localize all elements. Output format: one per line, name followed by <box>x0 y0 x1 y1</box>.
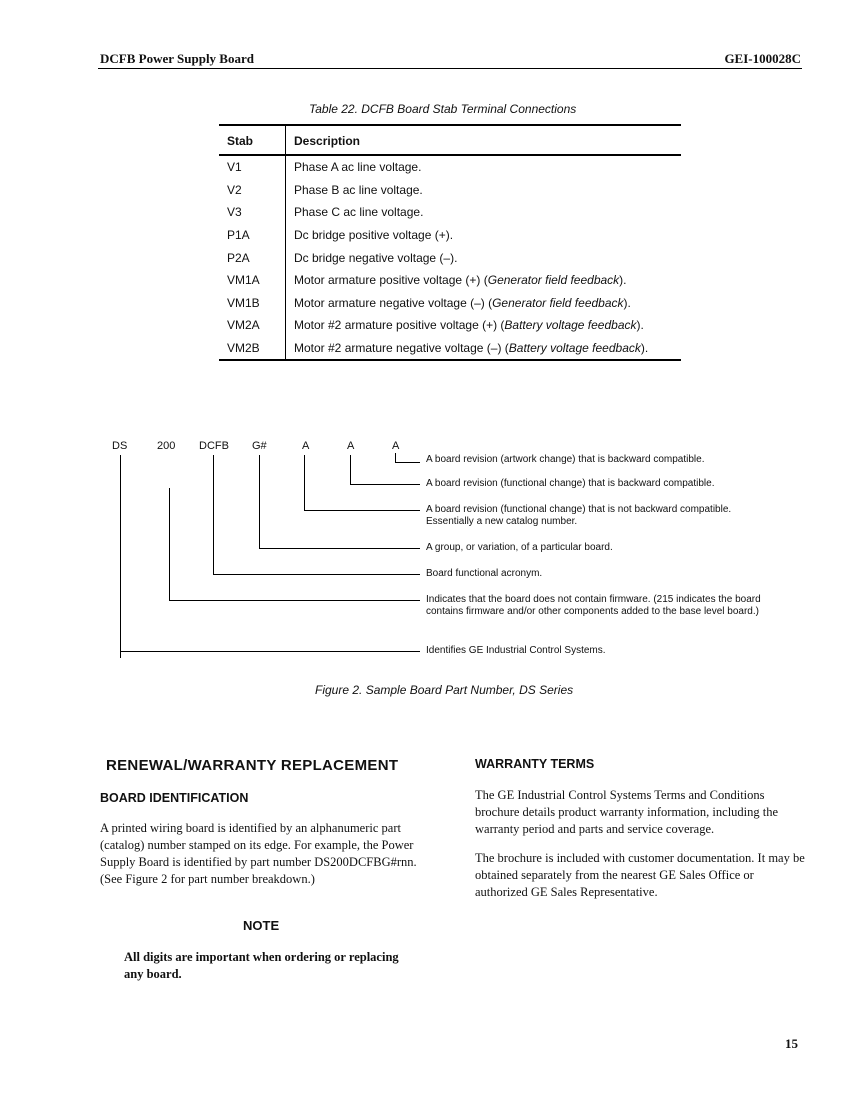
table-row <box>219 201 681 224</box>
leader-line <box>169 600 420 601</box>
stab-cell: VM2B <box>219 337 286 361</box>
code-rev-functional-compatible: A <box>347 440 355 452</box>
description-text: Dc bridge positive voltage (+). <box>294 228 454 243</box>
table-row <box>219 337 681 361</box>
leader-line <box>350 484 420 485</box>
note-title: NOTE <box>243 918 280 933</box>
description-cell <box>286 201 682 224</box>
warranty-terms-title: WARRANTY TERMS <box>475 757 595 771</box>
code-rev-functional-incompatible: A <box>302 440 310 452</box>
stab-cell: P2A <box>219 246 286 269</box>
leader-line <box>304 455 305 510</box>
leader-line <box>259 455 260 548</box>
figure-caption: Figure 2. Sample Board Part Number, DS Series <box>315 683 574 697</box>
desc-ge-ics: Identifies GE Industrial Control Systems. <box>426 645 606 656</box>
description-cell <box>286 155 682 179</box>
description-cell <box>286 179 682 202</box>
desc-artwork-revision: A board revision (artwork change) that is backward compatible. <box>426 454 705 465</box>
code-rev-artwork: A <box>392 440 400 452</box>
code-group: G# <box>252 440 267 452</box>
document-number: GEI-100028C <box>724 51 801 66</box>
description-note: Generator field feedback <box>487 273 620 288</box>
column-header-stab: Stab <box>219 125 286 155</box>
code-ds: DS <box>112 440 128 452</box>
desc-acronym: Board functional acronym. <box>426 568 543 579</box>
board-identification-paragraph: A printed wiring board is identified by an alphanumeric part (catalog) number stamped on its edge. For example, the Power Supply Board is identified by part number DS200DCFBG#rnn. (See Figure 2 for part number breakdown.) <box>100 821 417 886</box>
description-text: Dc bridge negative voltage (–). <box>294 250 458 265</box>
desc-functional-compatible: A board revision (functional change) that is backward compatible. <box>426 478 715 489</box>
leader-line <box>395 462 420 463</box>
header-title: DCFB Power Supply Board <box>100 51 254 66</box>
description-text: Motor #2 armature negative voltage (–) ( <box>294 341 509 356</box>
description-cell <box>286 224 682 247</box>
desc-group: A group, or variation, of a particular board. <box>426 542 613 553</box>
leader-line <box>304 510 420 511</box>
description-text: Phase A ac line voltage. <box>294 160 422 175</box>
code-200: 200 <box>157 440 176 452</box>
table-row <box>219 269 681 292</box>
column-header-description: Description <box>286 125 682 155</box>
table-caption: Table 22. DCFB Board Stab Terminal Connections <box>309 102 577 116</box>
leader-line <box>120 455 121 658</box>
subsection-title: BOARD IDENTIFICATION <box>100 791 249 805</box>
table-row <box>219 314 681 337</box>
description-text: Motor armature negative voltage (–) ( <box>294 295 493 310</box>
table-row <box>219 292 681 315</box>
leader-line <box>259 548 420 549</box>
page-number: 15 <box>785 1036 798 1051</box>
note-text: All digits are important when ordering or replacing any board. <box>124 950 399 981</box>
description-cell <box>286 246 682 269</box>
stab-cell: VM1B <box>219 292 286 315</box>
description-cell: Motor #2 armature positive voltage (+) (Battery voltage feedback). <box>294 318 644 333</box>
stab-cell: V1 <box>219 155 286 179</box>
description-note: Generator field feedback <box>492 295 624 310</box>
description-text: Phase B ac line voltage. <box>294 182 423 197</box>
code-dcfb: DCFB <box>199 440 229 452</box>
leader-line <box>169 488 170 600</box>
desc-firmware: Indicates that the board does not contain firmware. (215 indicates the board contains firmware and/or other components added to the base level board.) <box>426 594 761 617</box>
description-note: Battery voltage feedback <box>508 341 641 356</box>
warranty-paragraph-1: The GE Industrial Control Systems Terms and Conditions brochure details product warranty information, including the warranty period and parts and service coverage. <box>475 788 779 836</box>
stab-cell: P1A <box>219 224 286 247</box>
description-cell: Motor #2 armature negative voltage (–) (Battery voltage feedback). <box>286 337 682 361</box>
table-header-row <box>219 125 681 155</box>
stab-terminal-table <box>219 124 681 361</box>
desc-functional-incompatible: A board revision (functional change) that is not backward compatible. Essentially a new catalog number. <box>426 504 732 527</box>
stab-cell: V2 <box>219 179 286 202</box>
leader-line <box>350 455 351 484</box>
header-rule <box>98 68 802 69</box>
description-text: Motor #2 armature positive voltage (+) ( <box>294 318 505 333</box>
description-text: Phase C ac line voltage. <box>294 205 424 220</box>
section-title: RENEWAL/WARRANTY REPLACEMENT <box>106 757 399 774</box>
warranty-paragraph-2: The brochure is included with customer documentation. It may be obtained separately from the nearest GE Sales Office or authorized GE Sales Representative. <box>475 851 805 899</box>
table-row <box>219 155 681 179</box>
description-text: Motor armature positive voltage (+) ( <box>294 273 488 288</box>
description-note: Battery voltage feedback <box>504 318 637 333</box>
stab-cell: V3 <box>219 201 286 224</box>
leader-line <box>213 455 214 574</box>
stab-cell: VM1A <box>219 269 286 292</box>
description-cell: Motor armature positive voltage (+) (Generator field feedback). <box>294 273 627 288</box>
leader-line <box>120 651 420 652</box>
leader-line <box>213 574 420 575</box>
table-row <box>219 246 681 269</box>
table-row <box>219 179 681 202</box>
leader-line <box>395 453 396 462</box>
table-row <box>219 224 681 247</box>
stab-cell: VM2A <box>219 314 286 337</box>
description-cell: Motor armature negative voltage (–) (Generator field feedback). <box>294 295 631 310</box>
